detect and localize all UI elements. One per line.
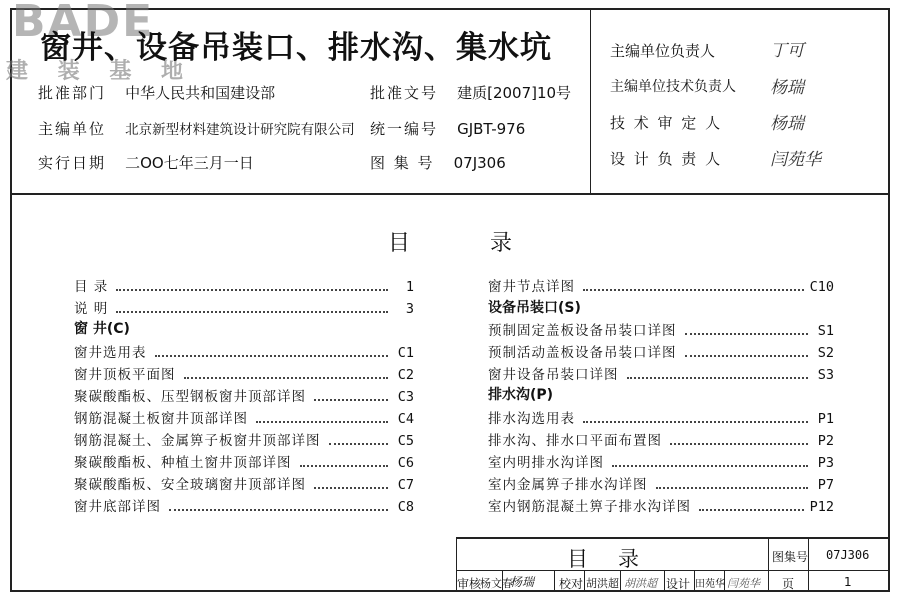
leader-dots xyxy=(612,465,808,467)
leader-dots xyxy=(670,443,808,445)
toc-entry[interactable] xyxy=(74,341,414,361)
meta-label: 实行日期 xyxy=(38,154,107,172)
check-label: 校对 xyxy=(559,577,584,591)
toc-entry-title: 目 录 xyxy=(74,279,109,295)
leader-dots xyxy=(685,355,809,357)
watermark-logo: BADE xyxy=(12,0,155,47)
toc-entry-page: C1 xyxy=(397,345,414,361)
toc-entry-page: C2 xyxy=(397,367,414,383)
toc-entry-title: 排水沟、排水口平面布置图 xyxy=(488,433,662,449)
signature-design-head: 闫苑华 xyxy=(770,150,821,170)
atlas-title: 窗井、设备吊装口、排水沟、集水坑 xyxy=(40,30,552,66)
checker-name: 胡洪超 xyxy=(586,577,619,590)
toc-entry-page: P2 xyxy=(817,433,834,449)
leader-dots xyxy=(583,421,808,423)
reviewer-name: 杨文春 xyxy=(480,577,513,590)
leader-dots xyxy=(300,465,389,467)
toc-entry-title: 窗井顶板平面图 xyxy=(74,367,176,383)
leader-dots xyxy=(627,377,809,379)
page-value: 1 xyxy=(844,575,852,589)
toc-entry-title: 窗井节点详图 xyxy=(488,279,575,295)
toc-entry[interactable] xyxy=(488,319,834,339)
resp-tech-reviewer: 技 术 审 定 人 xyxy=(610,114,723,132)
page-label: 页 xyxy=(782,577,795,591)
toc-entry-title: 排水沟选用表 xyxy=(488,411,575,427)
title-block-top-border xyxy=(456,537,890,539)
title-block-divider xyxy=(554,570,555,592)
meta-unified-no xyxy=(370,118,525,139)
toc-entry-page: 1 xyxy=(405,279,414,295)
meta-value: 北京新型材料建筑设计研究院有限公司 xyxy=(125,122,355,138)
title-block-divider xyxy=(768,537,769,592)
header-divider xyxy=(10,193,890,195)
meta-value: 07J306 xyxy=(453,154,506,172)
meta-atlas-no xyxy=(370,152,506,173)
toc-entry-page: C8 xyxy=(397,499,414,515)
toc-entry-title: 预制活动盖板设备吊装口详图 xyxy=(488,345,677,361)
title-block-divider xyxy=(808,537,809,592)
meta-approval-no xyxy=(370,82,571,103)
toc-entry[interactable] xyxy=(74,363,414,383)
meta-value: 二OO七年三月一日 xyxy=(125,154,254,172)
meta-label: 主编单位 xyxy=(38,120,107,138)
toc-entry-title: 窗井设备吊装口详图 xyxy=(488,367,619,383)
signature-chief-tech-head: 杨瑞 xyxy=(770,78,804,98)
toc-entry-title: 预制固定盖板设备吊装口详图 xyxy=(488,323,677,339)
toc-entry[interactable] xyxy=(74,275,414,295)
toc-title: 目录 xyxy=(387,231,592,256)
toc-entry[interactable] xyxy=(488,451,834,471)
toc-entry-title: 聚碳酸酯板、种植土窗井顶部详图 xyxy=(74,455,292,471)
toc-entry-title: 室内明排水沟详图 xyxy=(488,455,604,471)
meta-value: 建质[2007]10号 xyxy=(457,84,572,102)
toc-entry-title: 钢筋混凝土板窗井顶部详图 xyxy=(74,411,248,427)
leader-dots xyxy=(155,355,389,357)
leader-dots xyxy=(583,289,804,291)
toc-entry-page: P12 xyxy=(809,499,834,515)
leader-dots xyxy=(184,377,389,379)
toc-entry-page: P1 xyxy=(817,411,834,427)
toc-entry-page: C3 xyxy=(397,389,414,405)
toc-entry[interactable] xyxy=(488,495,834,515)
meta-value: 中华人民共和国建设部 xyxy=(125,84,276,102)
designer-name: 田苑华 xyxy=(695,579,725,590)
toc-entry[interactable] xyxy=(488,363,834,383)
toc-entry-title: 说 明 xyxy=(74,301,109,317)
toc-entry[interactable] xyxy=(488,275,834,295)
leader-dots xyxy=(314,399,388,401)
leader-dots xyxy=(685,333,809,335)
title-block-divider xyxy=(620,570,621,592)
toc-entry[interactable] xyxy=(488,407,834,427)
header-vertical-divider xyxy=(590,8,591,194)
toc-entry-title: 聚碳酸酯板、压型钢板窗井顶部详图 xyxy=(74,389,306,405)
checker-signature: 胡洪超 xyxy=(624,577,657,590)
meta-value: GJBT-976 xyxy=(457,120,526,138)
meta-label: 统一编号 xyxy=(370,120,439,138)
toc-entry[interactable] xyxy=(488,473,834,493)
toc-section-diaozhuangkou: 设备吊装口(S) xyxy=(488,300,581,316)
designer-signature: 闫苑华 xyxy=(727,577,760,590)
toc-entry-title: 窗井选用表 xyxy=(74,345,147,361)
meta-label: 批准部门 xyxy=(38,84,107,102)
leader-dots xyxy=(329,443,389,445)
toc-entry[interactable] xyxy=(74,451,414,471)
toc-entry[interactable] xyxy=(488,341,834,361)
resp-chief-tech-head: 主编单位技术负责人 xyxy=(610,79,736,95)
toc-entry-page: C6 xyxy=(397,455,414,471)
toc-entry-page: C4 xyxy=(397,411,414,427)
meta-label: 图 集 号 xyxy=(370,154,435,172)
design-label: 设计 xyxy=(666,577,691,591)
meta-effective-date xyxy=(38,152,254,173)
toc-entry-page: S1 xyxy=(817,323,834,339)
toc-entry[interactable] xyxy=(74,385,414,405)
meta-label: 批准文号 xyxy=(370,84,439,102)
toc-entry[interactable] xyxy=(74,495,414,515)
toc-entry-title: 室内金属箅子排水沟详图 xyxy=(488,477,648,493)
leader-dots xyxy=(116,311,388,313)
toc-entry-page: 3 xyxy=(405,301,414,317)
meta-chief-unit xyxy=(38,118,355,139)
review-label: 审核 xyxy=(457,577,482,591)
toc-entry-page: C7 xyxy=(397,477,414,493)
title-block-divider xyxy=(664,570,665,592)
toc-entry-page: P7 xyxy=(817,477,834,493)
toc-entry-page: S2 xyxy=(817,345,834,361)
toc-entry-title: 室内钢筋混凝土箅子排水沟详图 xyxy=(488,499,691,515)
resp-chief-unit-head: 主编单位负责人 xyxy=(610,42,716,60)
toc-section-chuangjing: 窗 井(C) xyxy=(74,321,130,337)
toc-entry-title: 聚碳酸酯板、安全玻璃窗井顶部详图 xyxy=(74,477,306,493)
resp-design-head: 设 计 负 责 人 xyxy=(610,150,723,168)
leader-dots xyxy=(169,509,388,511)
watermark-subtitle: 建 装 基 地 xyxy=(6,59,194,84)
toc-entry[interactable] xyxy=(74,407,414,427)
leader-dots xyxy=(116,289,388,291)
toc-entry-page: P3 xyxy=(817,455,834,471)
leader-dots xyxy=(256,421,388,423)
signature-chief-unit-head: 丁可 xyxy=(770,41,804,61)
title-block-title: 目录 xyxy=(567,547,669,571)
signature-tech-reviewer: 杨瑞 xyxy=(770,114,804,134)
toc-entry-page: C5 xyxy=(397,433,414,449)
leader-dots xyxy=(699,509,804,511)
toc-entry-title: 窗井底部详图 xyxy=(74,499,161,515)
toc-entry[interactable] xyxy=(488,429,834,449)
toc-section-paishuigou: 排水沟(P) xyxy=(488,387,554,403)
meta-approval-dept xyxy=(38,82,275,103)
toc-entry-page: S3 xyxy=(817,367,834,383)
toc-entry-page: C10 xyxy=(809,279,834,295)
toc-entry[interactable] xyxy=(74,297,414,317)
toc-entry-title: 钢筋混凝土、金属箅子板窗井顶部详图 xyxy=(74,433,321,449)
atlas-no-value: 07J306 xyxy=(826,548,870,562)
toc-entry[interactable] xyxy=(74,429,414,449)
reviewer-signature: 杨瑞 xyxy=(510,575,535,589)
atlas-no-label: 图集号 xyxy=(772,550,809,564)
title-block-divider xyxy=(584,570,585,592)
leader-dots xyxy=(656,487,809,489)
toc-entry[interactable] xyxy=(74,473,414,493)
leader-dots xyxy=(314,487,388,489)
